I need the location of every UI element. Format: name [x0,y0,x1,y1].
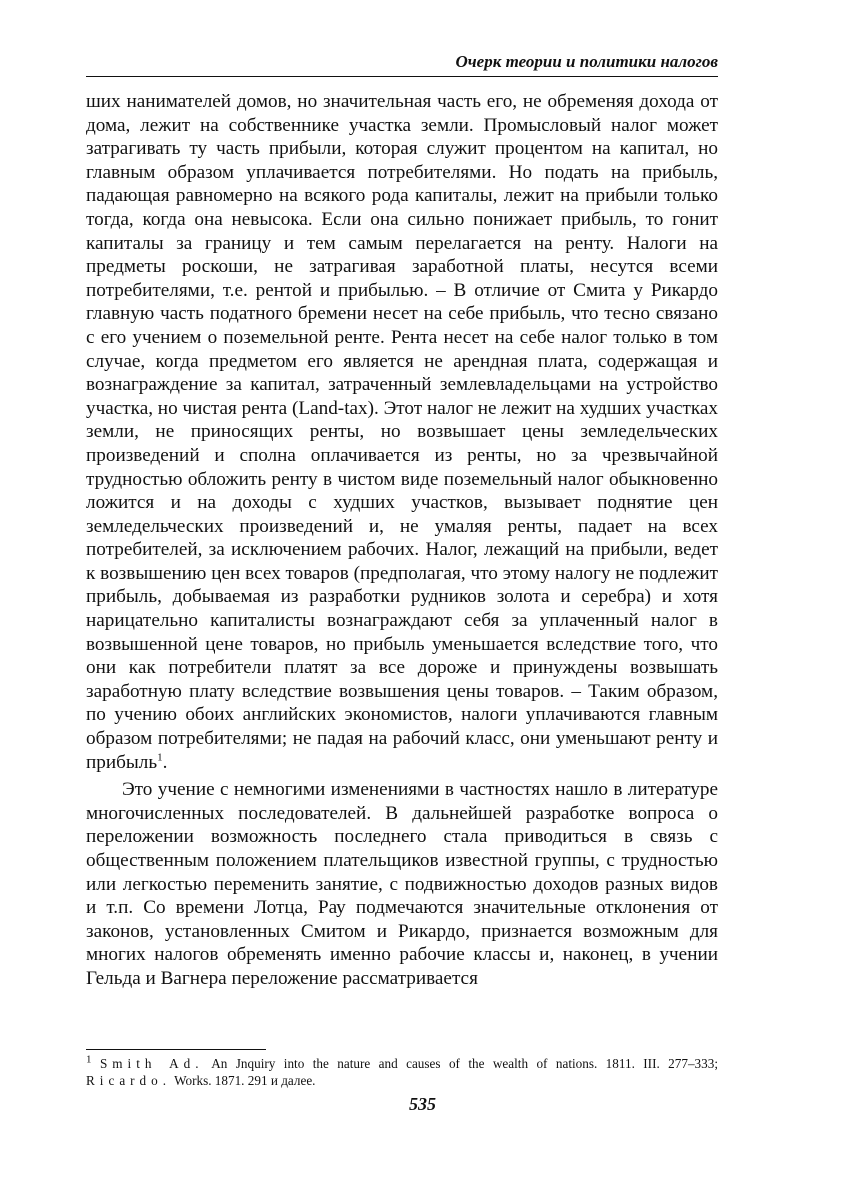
footnote-author-ricardo: Ricardo. [86,1073,172,1088]
footnote-text: Works. 1871. 291 и далее. [171,1073,316,1088]
paragraph-text: ших нанимателей домов, но значительная часть его, не обременяя дохода от дома, лежит на собственнике участка земли. Промысловый налог может затрагивать ту часть прибыли, которая служит процентом на капитал, но главным образом уплачивается потребителями. Но подать на прибыль, падающая равномерно на всякого рода капиталы, лежит на прибыли только тогда, когда она невысока. Если она сильно понижает прибыль, то гонит капиталы за границу и тем самым перелагается на ренту. Налоги на предметы роскоши, не затрагивая заработной платы, несутся всеми потребителями, т.е. рентой и прибылью. – В отличие от Смита у Рикардо главную часть податного бремени несет на себе прибыль, что тесно связано с его учением о поземельной ренте. Рента несет на себе налог только в том случае, когда предметом его является не арендная плата, содержащая и вознаграждение за капитал, затраченный землевладельцами на устройство участка, но чистая рента (Land-tax). Этот налог не лежит на худших участках земли, не приносящих ренты, но возвышает цены земледельческих произведений и сполна оплачивается из ренты, но за чрезвычайной трудностью обложить ренту в чистом виде поземельный налог обыкновенно ложится и на доходы с худших участков, вызывает поднятие цен земледельческих произведений и, не умаляя ренты, падает на всех потребителей, за исключением рабочих. Налог, лежащий на прибыли, ведет к возвышению цен всех товаров (предполагая, что этому налогу не подлежит прибыль, добываемая из разработки рудников золота и серебра) и хотя нарицательно капиталисты вознаграждают себя за уплаченный налог в возвышенной цене товаров, но прибыль уменьшается вследствие того, что они как потребители платят за все дороже и принуждены возвышать заработную плату вследствие возвышения цены товаров. – Таким образом, по учению обоих английских экономистов, налоги уплачиваются главным образом потребителями; не падая на рабочий класс, они уменьшают ренту и прибыль [86,91,718,773]
paragraph: ших нанимателей домов, но значительная часть его, не обременяя дохода от дома, лежит на собственнике участка земли. Промысловый налог может затрагивать ту часть прибыли, которая служит процентом на капитал, но главным образом уплачивается потребителями. Но подать на прибыль, падающая равномерно на всякого рода капиталы, лежит на прибыли только тогда, когда она невысока. Если она сильно понижает прибыль, то гонит капиталы за границу и тем самым перелагается на ренту. Налоги на предметы роскоши, не затрагивая заработной платы, несутся всеми потребителями, т.е. рентой и прибылью. – В отличие от Смита у Рикардо главную часть податного бремени несет на себе прибыль, что тесно связано с его учением о поземельной ренте. Рента несет на себе налог только в том случае, когда предметом его является не арендная плата, содержащая и вознаграждение за капитал, затраченный землевладельцами на устройство участка, но чистая рента (Land-tax). Этот налог не лежит на худших участках земли, не приносящих ренты, но возвышает цены земледельческих произведений и сполна оплачивается из ренты, но за чрезвычайной трудностью обложить ренту в чистом виде поземельный налог обыкновенно ложится и на доходы с худших участков, вызывает поднятие цен земледельческих произведений и, не умаляя ренты, падает на всех потребителей, за исключением рабочих. Налог, лежащий на прибыли, ведет к возвышению цен всех товаров (предполагая, что этому налогу не подлежит прибыль, добываемая из разработки рудников золота и серебра) и хотя нарицательно капиталисты вознаграждают себя за уплаченный налог в возвышенной цене товаров, но прибыль уменьшается вследствие того, что они как потребители платят за все дороже и принуждены возвышать заработную плату вследствие возвышения цены товаров. – Таким образом, по учению обоих английских экономистов, налоги уплачиваются главным образом потребителями; не падая на рабочий класс, они уменьшают ренту и прибыль$^1$. [86,91,718,773]
footnote-marker: 1 [86,1053,92,1066]
running-head: Очерк теории и политики налогов [86,52,718,77]
page-number: 535 [409,1094,436,1114]
footnote-reference: 1 [157,751,163,764]
footnote-text: An Jnquiry into the nature and causes of the wealth of nations. 1811. III. 277–333; [203,1056,719,1071]
footnote [86,1055,718,1089]
body-text [86,90,718,991]
footnote-divider [86,1049,266,1050]
paragraph: Это учение с немногими изменениями в частностях нашло в литературе многочисленных последователей. В дальнейшей разработке вопроса о переложении возможность последнего стала приводиться в связь с общественным положением плательщиков известной группы, с трудностью или легкостью переменить занятие, с подвижностью доходов разных видов и т.п. Со времени Лотца, Рау подмечаются значительные отклонения от законов, установленных Смитом и Рикардо, признается возможным для многих налогов обременять именно рабочие классы и, наконец, в учении Гельда и Вагнера переложение рассматривается [86,779,718,989]
footnote-author-smith: Smith Ad. [99,1056,204,1071]
